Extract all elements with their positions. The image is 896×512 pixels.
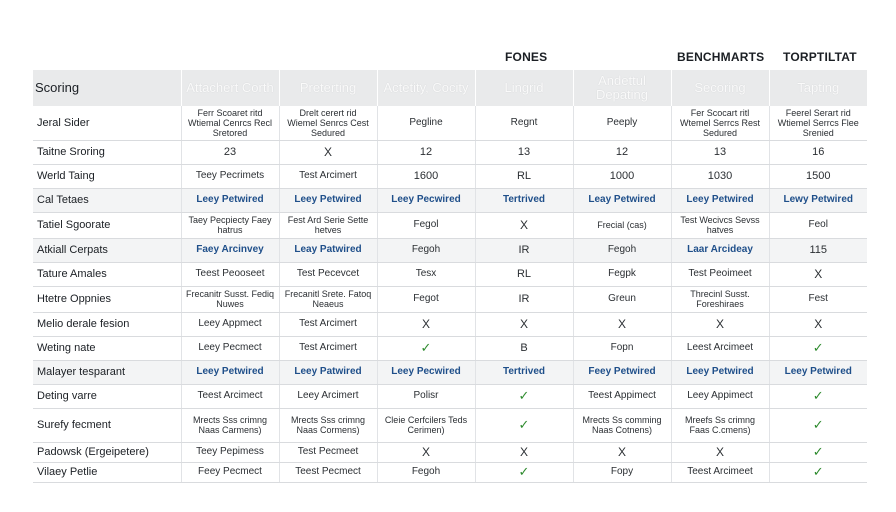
column-group-labels	[0, 50, 896, 68]
table-cell: Threcinl Susst. Foreshiraes	[671, 286, 769, 312]
table-cell: Polisr	[377, 384, 475, 408]
table-cell: Fegpk	[573, 262, 671, 286]
table-cell: B	[475, 336, 573, 360]
table-row	[33, 462, 867, 482]
table-cell: Leey Appimect	[671, 384, 769, 408]
table-cell: X	[769, 262, 867, 286]
table-row	[33, 238, 867, 262]
row-label: Taitne Sroring	[33, 140, 181, 164]
table-header	[33, 70, 867, 106]
group-label-torptiltat: TORPTILTAT	[783, 50, 857, 64]
table-cell: Fegoh	[573, 238, 671, 262]
table-row	[33, 336, 867, 360]
table-cell: X	[377, 442, 475, 462]
table-cell: X	[475, 312, 573, 336]
table-cell: Test Pecmeet	[279, 442, 377, 462]
row-label: Deting varre	[33, 384, 181, 408]
column-header-preterting[interactable]: Preterting	[279, 70, 377, 106]
table-cell: Teey Pecrimets	[181, 164, 279, 188]
table-cell: Leey Appmect	[181, 312, 279, 336]
column-header-secoring[interactable]: Secoring	[671, 70, 769, 106]
table-cell: Leay Patwired	[279, 238, 377, 262]
table-cell: Feerel Serart rid Wtiemel Serrcs Flee Srenied	[769, 106, 867, 140]
table-cell: Feey Petwired	[573, 360, 671, 384]
table-row	[33, 442, 867, 462]
table-row	[33, 140, 867, 164]
table-cell: Test Pecevcet	[279, 262, 377, 286]
table-cell: Fegoh	[377, 462, 475, 482]
table-cell: 12	[573, 140, 671, 164]
table-cell: Leest Arcimeet	[671, 336, 769, 360]
table-cell: Tertrived	[475, 188, 573, 212]
table-cell: Tesx	[377, 262, 475, 286]
table-cell: X	[377, 312, 475, 336]
column-header-andettul-depating[interactable]: Andettul Depating	[573, 70, 671, 106]
table-cell: X	[573, 442, 671, 462]
table-cell: 1030	[671, 164, 769, 188]
table-cell: RL	[475, 164, 573, 188]
table-cell: Greun	[573, 286, 671, 312]
table-cell: Feol	[769, 212, 867, 238]
table-cell: Leey Pecwired	[377, 188, 475, 212]
table-cell: X	[573, 312, 671, 336]
row-label: Vilaey Petlie	[33, 462, 181, 482]
table-row	[33, 164, 867, 188]
table-cell: X	[671, 442, 769, 462]
column-header-scoring[interactable]: Scoring	[33, 70, 181, 106]
column-header-tapting[interactable]: Tapting	[769, 70, 867, 106]
check-icon: ✓	[769, 442, 867, 462]
table-row	[33, 262, 867, 286]
column-header-actetity-cocity[interactable]: Actetity, Cocity	[377, 70, 475, 106]
table-cell: Faey Arcinvey	[181, 238, 279, 262]
row-label: Jeral Sider	[33, 106, 181, 140]
table-row	[33, 188, 867, 212]
table-cell: Cleie Cerfcilers Teds Cerimen)	[377, 408, 475, 442]
table-cell: X	[475, 212, 573, 238]
check-icon: ✓	[769, 408, 867, 442]
table-cell: 16	[769, 140, 867, 164]
row-label: Atkiall Cerpats	[33, 238, 181, 262]
table-cell: Test Arcimert	[279, 336, 377, 360]
table-cell: Teest Arcimeet	[671, 462, 769, 482]
table-cell: 13	[671, 140, 769, 164]
row-label: Padowsk (Ergeipetere)	[33, 442, 181, 462]
table-cell: Test Arcimert	[279, 312, 377, 336]
table-cell: Fer Scocart ritl Wtemel Serrcs Rest Sedured	[671, 106, 769, 140]
table-cell: Fegot	[377, 286, 475, 312]
table-cell: 13	[475, 140, 573, 164]
table-cell: Frecial (cas)	[573, 212, 671, 238]
table-cell: Drelt cerert rid Wiemel Senrcs Cest Sedured	[279, 106, 377, 140]
table-cell: IR	[475, 238, 573, 262]
table-cell: 1000	[573, 164, 671, 188]
table-cell: 1500	[769, 164, 867, 188]
table-row	[33, 384, 867, 408]
table-cell: Lewy Petwired	[769, 188, 867, 212]
table-cell: Leay Petwired	[573, 188, 671, 212]
table-cell: Tertrived	[475, 360, 573, 384]
group-label-fones: FONES	[505, 50, 548, 64]
comparison-table	[33, 70, 867, 483]
table-cell: Mrects Ss comming Naas Cotnens)	[573, 408, 671, 442]
table-cell: Teest Appimect	[573, 384, 671, 408]
table-cell: Frecanitl Srete. Fatoq Neaeus	[279, 286, 377, 312]
table-cell: Taey Pecpiecty Faey hatrus	[181, 212, 279, 238]
check-icon: ✓	[475, 462, 573, 482]
table-cell: Fest Ard Serie Sette hetves	[279, 212, 377, 238]
table-cell: Frecanitr Susst. Fediq Nuwes	[181, 286, 279, 312]
table-cell: Teey Pepimess	[181, 442, 279, 462]
table-cell: RL	[475, 262, 573, 286]
table-cell: Test Arcimert	[279, 164, 377, 188]
table-row	[33, 360, 867, 384]
table-cell: X	[279, 140, 377, 164]
check-icon: ✓	[769, 384, 867, 408]
table-cell: Teest Peooseet	[181, 262, 279, 286]
check-icon: ✓	[769, 462, 867, 482]
table-cell: Pegline	[377, 106, 475, 140]
table-cell: 1600	[377, 164, 475, 188]
row-label: Cal Tetaes	[33, 188, 181, 212]
table-cell: X	[671, 312, 769, 336]
table-cell: Teest Arcimect	[181, 384, 279, 408]
table-row	[33, 312, 867, 336]
table-cell: Leey Petwired	[769, 360, 867, 384]
table-cell: Fopn	[573, 336, 671, 360]
table-cell: IR	[475, 286, 573, 312]
table-cell: Leey Pecmect	[181, 336, 279, 360]
table-cell: Regnt	[475, 106, 573, 140]
table-cell: Ferr Scoaret ritd Wtiemal Cenrcs Recl Sretored	[181, 106, 279, 140]
table-cell: 23	[181, 140, 279, 164]
table-body	[33, 106, 867, 482]
table-cell: Fest	[769, 286, 867, 312]
row-label: Malayer tesparant	[33, 360, 181, 384]
table-cell: Leey Arcimert	[279, 384, 377, 408]
table-row	[33, 212, 867, 238]
table-cell: Laar Arcideay	[671, 238, 769, 262]
row-label: Weting nate	[33, 336, 181, 360]
check-icon: ✓	[475, 408, 573, 442]
table-cell: Leey Petwired	[279, 188, 377, 212]
table-row	[33, 286, 867, 312]
row-label: Melio derale fesion	[33, 312, 181, 336]
column-header-attachert-corth[interactable]: Attachert Corth	[181, 70, 279, 106]
group-label-benchmarts: BENCHMARTS	[677, 50, 765, 64]
table-cell: Leey Petwired	[181, 360, 279, 384]
table-cell: Peeply	[573, 106, 671, 140]
table-row	[33, 408, 867, 442]
table-cell: Fegol	[377, 212, 475, 238]
row-label: Surefy fecment	[33, 408, 181, 442]
table-cell: Test Wecivcs Sevss hatves	[671, 212, 769, 238]
table-cell: 115	[769, 238, 867, 262]
row-label: Tatiel Sgoorate	[33, 212, 181, 238]
check-icon: ✓	[475, 384, 573, 408]
row-label: Werld Taing	[33, 164, 181, 188]
table-cell: Fegoh	[377, 238, 475, 262]
table-cell: Leey Petwired	[671, 360, 769, 384]
row-label: Htetre Oppnies	[33, 286, 181, 312]
table-cell: Teest Pecmect	[279, 462, 377, 482]
table-cell: Leey Petwired	[671, 188, 769, 212]
table-cell: Mreefs Ss crimng Faas C.cmens)	[671, 408, 769, 442]
table-cell: Test Peoimeet	[671, 262, 769, 286]
row-label: Tature Amales	[33, 262, 181, 286]
table-cell: Fopy	[573, 462, 671, 482]
table-cell: X	[769, 312, 867, 336]
table-cell: Mrects Sss crimng Naas Cormens)	[279, 408, 377, 442]
table-cell: Mrects Sss crimng Naas Carmens)	[181, 408, 279, 442]
table-cell: Feey Pecmect	[181, 462, 279, 482]
check-icon: ✓	[769, 336, 867, 360]
table-cell: Leey Pecwired	[377, 360, 475, 384]
table-cell: 12	[377, 140, 475, 164]
check-icon: ✓	[377, 336, 475, 360]
table-cell: X	[475, 442, 573, 462]
column-header-lingrid[interactable]: Lingrid	[475, 70, 573, 106]
table-cell: Leey Petwired	[181, 188, 279, 212]
table-row	[33, 106, 867, 140]
table-cell: Leey Patwired	[279, 360, 377, 384]
